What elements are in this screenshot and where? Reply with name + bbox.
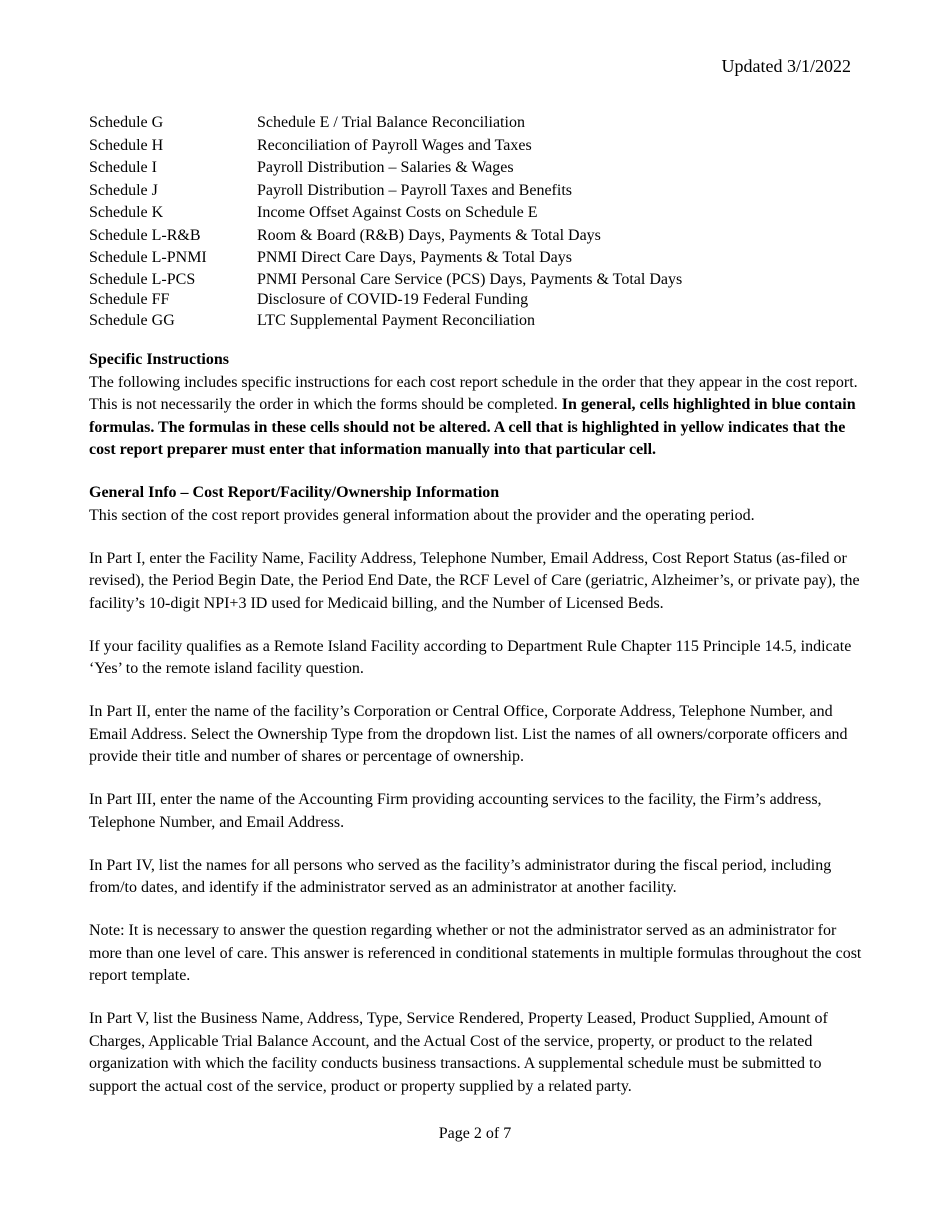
schedule-row	[89, 202, 869, 225]
schedule-row	[89, 311, 869, 332]
general-info-heading: General Info – Cost Report/Facility/Ownership Information	[89, 484, 500, 501]
page-number: Page 2 of 7	[438, 1125, 512, 1142]
paragraph-part-ii: In Part II, enter the name of the facility’s Corporation or Central Office, Corporate Address, Telephone Number, and Email Address. Select the Ownership Type from the dropdown list. List the names of all owners/corporate officers and provide their title and number of shares or percentage of ownership.	[89, 703, 848, 765]
schedule-desc: Reconciliation of Payroll Wages and Taxes	[257, 136, 532, 154]
general-info-intro: This section of the cost report provides general information about the provider and the operating period.	[89, 506, 755, 524]
schedule-desc: Disclosure of COVID-19 Federal Funding	[257, 291, 529, 308]
schedule-code: Schedule H	[89, 136, 164, 154]
schedule-list	[89, 112, 869, 331]
schedule-code: Schedule GG	[89, 311, 175, 329]
paragraph-remote-island: If your facility qualifies as a Remote Island Facility according to Department Rule Chapter 115 Principle 14.5, indicate ‘Yes’ to the remote island facility question.	[89, 637, 852, 677]
specific-instructions-text: The following includes specific instructions for each cost report schedule in the order that they appear in the cost report. This is not necessarily the order in which the forms should be completed.	[89, 373, 858, 413]
specific-instructions-heading: Specific Instructions	[89, 351, 229, 368]
schedule-desc: PNMI Direct Care Days, Payments & Total Days	[257, 249, 572, 266]
updated-date: Updated 3/1/2022	[721, 56, 851, 76]
paragraph-part-iv: In Part IV, list the names for all persons who served as the facility’s administrator during the fiscal period, including from/to dates, and identify if the administrator served as an administrator at another facility.	[89, 856, 832, 896]
specific-instructions	[89, 349, 865, 462]
schedule-code: Schedule L-PCS	[89, 270, 196, 288]
schedule-row	[89, 157, 869, 180]
schedule-desc: Income Offset Against Costs on Schedule E	[257, 204, 538, 221]
schedule-desc: Schedule E / Trial Balance Reconciliation	[257, 114, 525, 131]
schedule-code: Schedule J	[89, 181, 158, 199]
instructions-body	[89, 349, 865, 1119]
general-info-section	[89, 482, 865, 527]
schedule-code: Schedule L-R&B	[89, 226, 201, 244]
schedule-row	[89, 290, 869, 311]
paragraph-part-iii: In Part III, enter the name of the Accounting Firm providing accounting services to the facility, the Firm’s address, Telephone Number, and Email Address.	[89, 791, 822, 831]
schedule-desc: LTC Supplemental Payment Reconciliation	[257, 311, 536, 329]
schedule-desc: Payroll Distribution – Salaries & Wages	[257, 159, 514, 176]
schedule-desc: Room & Board (R&B) Days, Payments & Total Days	[257, 226, 601, 244]
schedule-code: Schedule K	[89, 204, 164, 221]
specific-instructions-bold: In general, cells highlighted in blue contain formulas. The formulas in these cells should not be altered. A cell that is highlighted in yellow indicates that the cost report preparer must enter that information manually into that particular cell.	[89, 396, 856, 458]
schedule-desc: PNMI Personal Care Service (PCS) Days, Payments & Total Days	[257, 270, 683, 288]
schedule-desc: Payroll Distribution – Payroll Taxes and Benefits	[257, 181, 572, 199]
schedule-code: Schedule G	[89, 114, 164, 131]
schedule-code: Schedule FF	[89, 291, 170, 308]
schedule-row	[89, 247, 869, 270]
schedule-row	[89, 270, 869, 291]
paragraph-note: Note: It is necessary to answer the question regarding whether or not the administrator served as an administrator for more than one level of care. This answer is referenced in conditional statements in multiple formulas throughout the cost report template.	[89, 922, 862, 984]
schedule-row	[89, 225, 869, 248]
schedule-code: Schedule I	[89, 159, 157, 176]
schedule-row	[89, 112, 869, 135]
paragraph-part-v: In Part V, list the Business Name, Address, Type, Service Rendered, Property Leased, Product Supplied, Amount of Charges, Applicable Trial Balance Account, and the Actual Cost of the service, property, or product to the related organization with which the facility conducts business transactions. A supplemental schedule must be submitted to support the actual cost of the service, product or property supplied by a related party.	[89, 1010, 828, 1095]
paragraph-part-i: In Part I, enter the Facility Name, Facility Address, Telephone Number, Email Address, Cost Report Status (as-filed or revised), the Period Begin Date, the Period End Date, the RCF Level of Care (geriatric, Alzheimer’s, or private pay), the facility’s 10-digit NPI+3 ID used for Medicaid billing, and the Number of Licensed Beds.	[89, 549, 860, 612]
schedule-code: Schedule L-PNMI	[89, 249, 207, 266]
schedule-row	[89, 135, 869, 158]
schedule-row	[89, 180, 869, 203]
